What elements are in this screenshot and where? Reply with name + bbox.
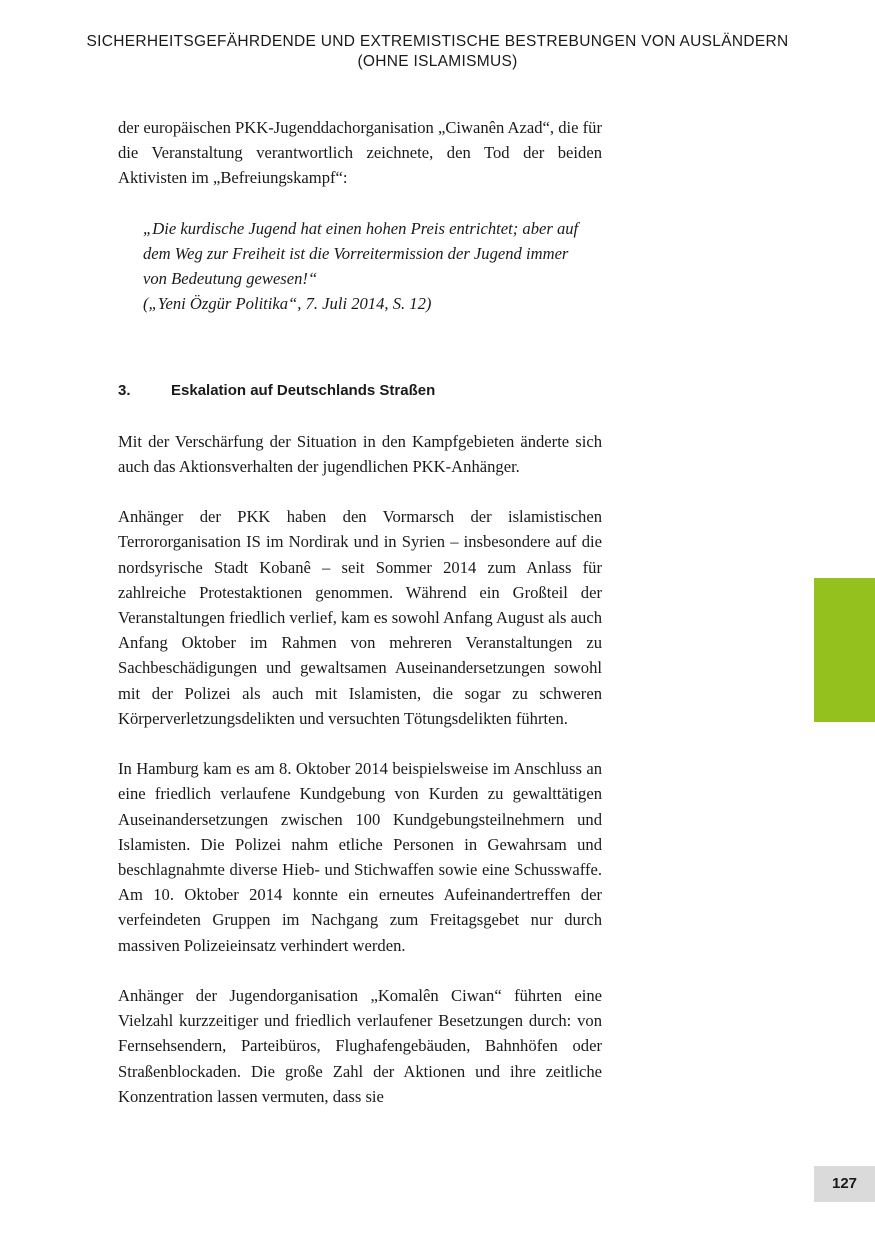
section-heading	[118, 378, 602, 403]
header-line-2: (OHNE ISLAMISMUS)	[357, 53, 518, 70]
body-paragraph-2: Anhänger der PKK haben den Vormarsch der islamistischen Terrororganisation IS im Nordirak und in Syrien – insbesondere auf die nordsyrische Stadt Kobanê – seit Sommer 2014 zum Anlass für zahlreiche Protestaktionen genommen. Während ein Großteil der Veranstaltungen friedlich verlief, kam es sowohl Anfang August als auch Anfang Oktober im Rahmen von mehreren Veranstaltungen zu Sachbeschädigungen und gewaltsamen Auseinandersetzungen sowohl mit der Polizei als auch mit Islamisten, die sogar zu schweren Körperverletzungsdelikten und versuchten Tötungsdelikten führten.	[118, 507, 602, 728]
quote-source: („Yeni Özgür Politika“, 7. Juli 2014, S. 12)	[143, 294, 432, 314]
chapter-tab-marker	[814, 578, 875, 722]
page-number: 127	[814, 1166, 875, 1202]
body-paragraph-3: In Hamburg kam es am 8. Oktober 2014 beispielsweise im Anschluss an eine friedlich verlaufene Kundgebung von Kurden zu gewalttätigen Auseinandersetzungen zwischen 100 Kundgebungsteilnehmern und Islamisten. Die Polizei nahm etliche Personen in Gewahrsam und beschlagnahmte diverse Hieb- und Stichwaffen sowie eine Schusswaffe. Am 10. Oktober 2014 konnte ein erneutes Aufeinandertreffen der verfeindeten Gruppen im Nachgang zum Freitagsgebet nur durch massiven Polizeieinsatz verhindert werden.	[118, 759, 602, 955]
block-quote	[143, 216, 579, 317]
body-paragraph-1: Mit der Verschärfung der Situation in den Kampfgebieten änderte sich auch das Aktionsverhalten der jugendlichen PKK-Anhänger.	[118, 431, 602, 476]
section-number: 3.	[118, 382, 131, 400]
section-title: Eskalation auf Deutschlands Straßen	[171, 382, 436, 400]
intro-paragraph: der europäischen PKK-Jugenddachorganisation „Ciwanên Azad“, die für die Veranstaltung verantwortlich zeichnete, den Tod der beiden Aktivisten im „Befreiungskampf“:	[118, 118, 602, 188]
running-header	[0, 32, 875, 72]
quote-text: „Die kurdische Jugend hat einen hohen Preis entrichtet; aber auf dem Weg zur Freiheit ist die Vorreitermission der Jugend immer von Bedeutung gewesen!“	[143, 218, 579, 289]
page-content	[118, 115, 602, 1109]
body-paragraph-4: Anhänger der Jugendorganisation „Komalên Ciwan“ führten eine Vielzahl kurzzeitiger und friedlich verlaufener Besetzungen durch: von Fernsehsendern, Parteibüros, Flughafengebäuden, Bahnhöfen oder Straßenblockaden. Die große Zahl der Aktionen und ihre zeitliche Konzentration lassen vermuten, dass sie	[118, 986, 602, 1106]
header-line-1: SICHERHEITSGEFÄHRDENDE UND EXTREMISTISCHE BESTREBUNGEN VON AUSLÄNDERN	[86, 33, 789, 50]
